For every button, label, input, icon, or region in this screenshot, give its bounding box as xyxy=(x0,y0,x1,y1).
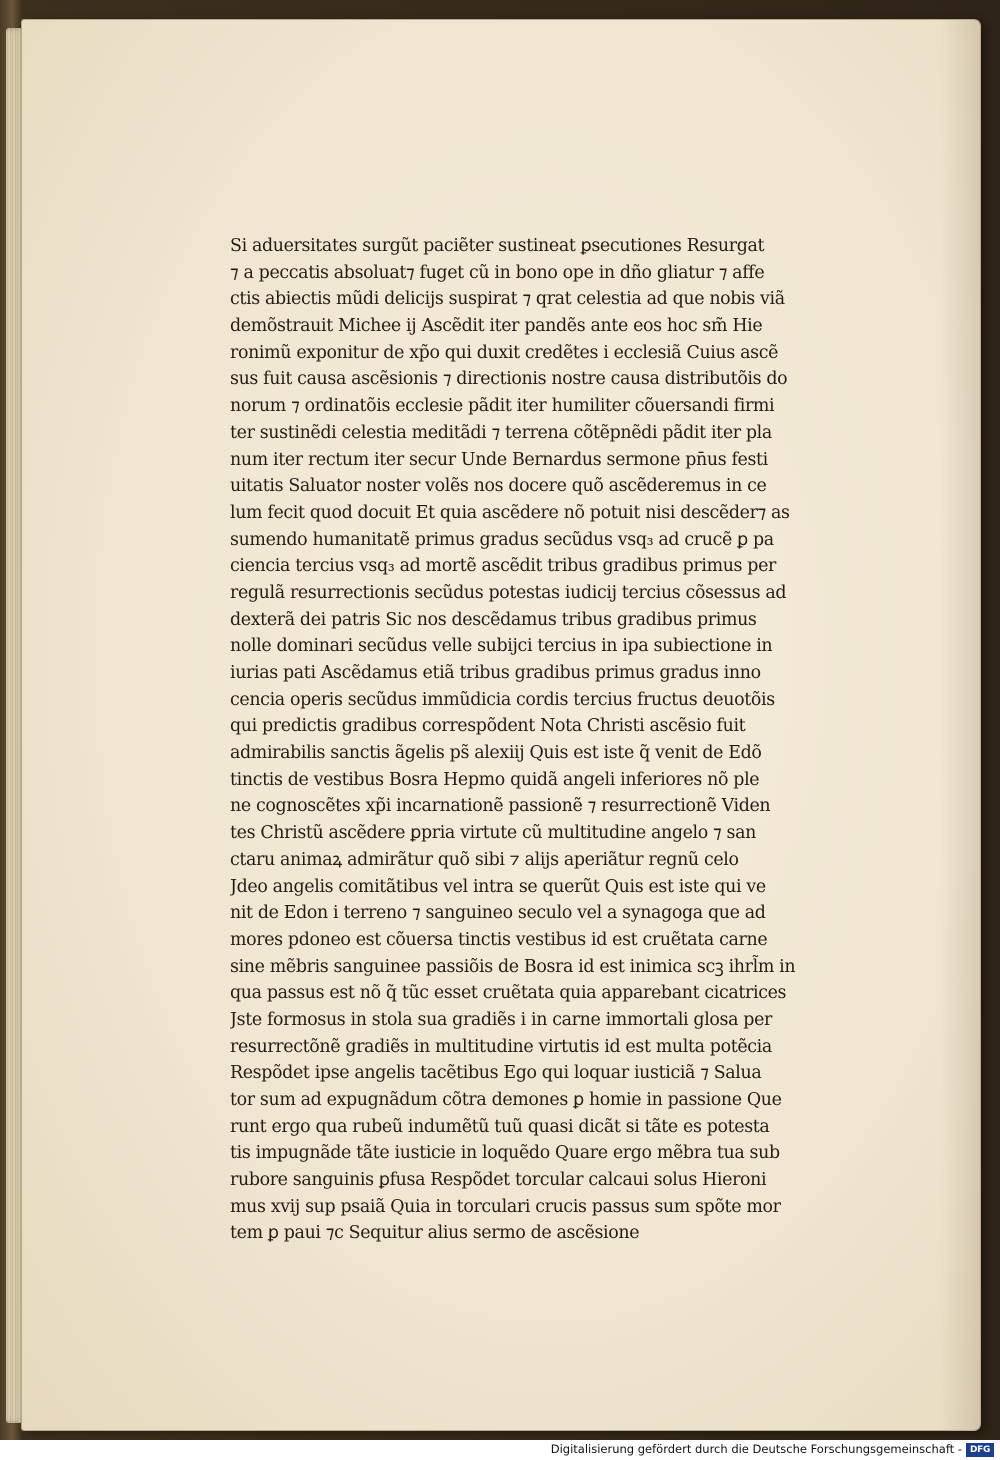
text-line: ctis abiectis mũdi delicijs suspirat ⁊ qrat celestia ad que nobis viã xyxy=(230,289,785,310)
text-line: mus xvij sup psaiã Quia in torculari crucis passus sum spõte mor xyxy=(230,1196,781,1217)
text-line: runt ergo qua rubeũ indumẽtũ tuũ quasi dicãt si tãte es potesta xyxy=(230,1116,770,1137)
text-line: tis impugnãde tãte iusticie in loquẽdo Quare ergo mẽbra tua sub xyxy=(230,1143,780,1164)
text-line: ctaru animaꝝ admirãtur quõ sibi ⁊ alijs aperiãtur regnũ celo xyxy=(230,849,739,870)
dfg-logo: DFG xyxy=(966,1443,994,1457)
text-line: iurias pati Ascẽdamus etiã tribus gradibus primus gradus inno xyxy=(230,663,761,683)
text-line: sine mẽbris sanguinee passiõis de Bosra id est inimica scꝫ ihrl̃m in xyxy=(230,956,796,977)
text-line: cencia operis secũdus immũdicia cordis tercius fructus deuotõis xyxy=(230,689,775,710)
text-line: ciencia tercius vsq₃ ad mortẽ ascẽdit tribus gradibus primus per xyxy=(230,556,776,577)
text-line: tes Christũ ascẽdere ꝑpria virtute cũ multitudine angelo ⁊ san xyxy=(230,823,756,844)
text-line: qui predictis gradibus correspõdent Nota Christi ascẽsio fuit xyxy=(230,716,746,737)
text-line: num iter rectum iter secur Unde Bernardus sermone pn̄us festi xyxy=(230,449,768,470)
text-line: tinctis de vestibus Bosra Hepmo quidã angeli inferiores nõ ple xyxy=(230,769,760,790)
text-line: tor sum ad expugnãdum cõtra demones ꝑ homie in passione Que xyxy=(230,1090,782,1110)
text-line: demõstrauit Michee ij Ascẽdit iter pandẽs ante eos hoc sm̃ Hie xyxy=(230,316,763,337)
text-line: Jste formosus in stola sua gradiẽs i in carne immortali glosa per xyxy=(230,1009,772,1030)
text-line: uitatis Saluator noster volẽs nos docere quõ ascẽderemus in ce xyxy=(230,476,767,497)
text-line: sumendo humanitatẽ primus gradus secũdus vsq₃ ad crucẽ ꝑ pa xyxy=(230,529,774,550)
text-line: lum fecit quod docuit Et quia ascẽdere nõ potuit nisi descẽder⁊ as xyxy=(230,502,790,523)
funding-credit: Digitalisierung gefördert durch die Deutsche Forschungsgemeinschaft - xyxy=(550,1442,962,1456)
text-line: nolle dominari secũdus velle subijci tercius in ipa subiectione in xyxy=(230,636,773,657)
text-line: mores pdoneo est cõuersa tinctis vestibus id est cruẽtata carne xyxy=(230,929,768,950)
text-line: tem ꝑ paui ⁊c Sequitur alius sermo de ascẽsione xyxy=(230,1223,640,1244)
text-line: ⁊ a peccatis absoluat⁊ fuget cũ in bono ope in dño gliatur ⁊ affe xyxy=(230,262,765,283)
digitization-footer xyxy=(0,1440,1000,1460)
text-line: Jdeo angelis comitãtibus vel intra se querũt Quis est iste qui ve xyxy=(230,876,766,897)
text-line: nit de Edon i terreno ⁊ sanguineo seculo vel a synagoga que ad xyxy=(230,903,766,924)
text-line: dexterã dei patris Sic nos descẽdamus tribus gradibus primus xyxy=(230,609,757,630)
text-line: ne cognoscẽtes xp̃i incarnationẽ passionẽ ⁊ resurrectionẽ Viden xyxy=(230,796,771,817)
text-line: regulã resurrectionis secũdus potestas iudicij tercius cõsessus ad xyxy=(230,582,787,603)
incunable-text-block xyxy=(230,233,880,1244)
text-line: ter sustinẽdi celestia meditãdi ⁊ terrena cõtẽpnẽdi pãdit iter pla xyxy=(230,422,772,443)
text-line: qua passus est nõ q̃ tũc esset cruẽtata quia apparebant cicatrices xyxy=(230,983,787,1004)
text-line: ronimũ exponitur de xp̃o qui duxit credẽtes i ecclesiã Cuius ascẽ xyxy=(230,342,779,363)
text-line: norum ⁊ ordinatõis ecclesie pãdit iter humiliter cõuersandi firmi xyxy=(230,396,775,417)
text-line: resurrectõnẽ gradiẽs in multitudine virtutis id est multa potẽcia xyxy=(230,1036,772,1057)
text-line: admirabilis sanctis ãgelis ps̃ alexiij Quis est iste q̃ venit de Edõ xyxy=(230,743,762,764)
text-line: Si aduersitates surgũt paciẽter sustineat ꝑsecutiones Resurgat xyxy=(230,236,765,256)
text-line: rubore sanguinis ꝑfusa Respõdet torcular calcaui solus Hieroni xyxy=(230,1170,767,1191)
text-line: sus fuit causa ascẽsionis ⁊ directionis nostre causa distributõis do xyxy=(230,369,788,390)
text-line: Respõdet ipse angelis tacẽtibus Ego qui loquar iusticiã ⁊ Salua xyxy=(230,1063,762,1084)
